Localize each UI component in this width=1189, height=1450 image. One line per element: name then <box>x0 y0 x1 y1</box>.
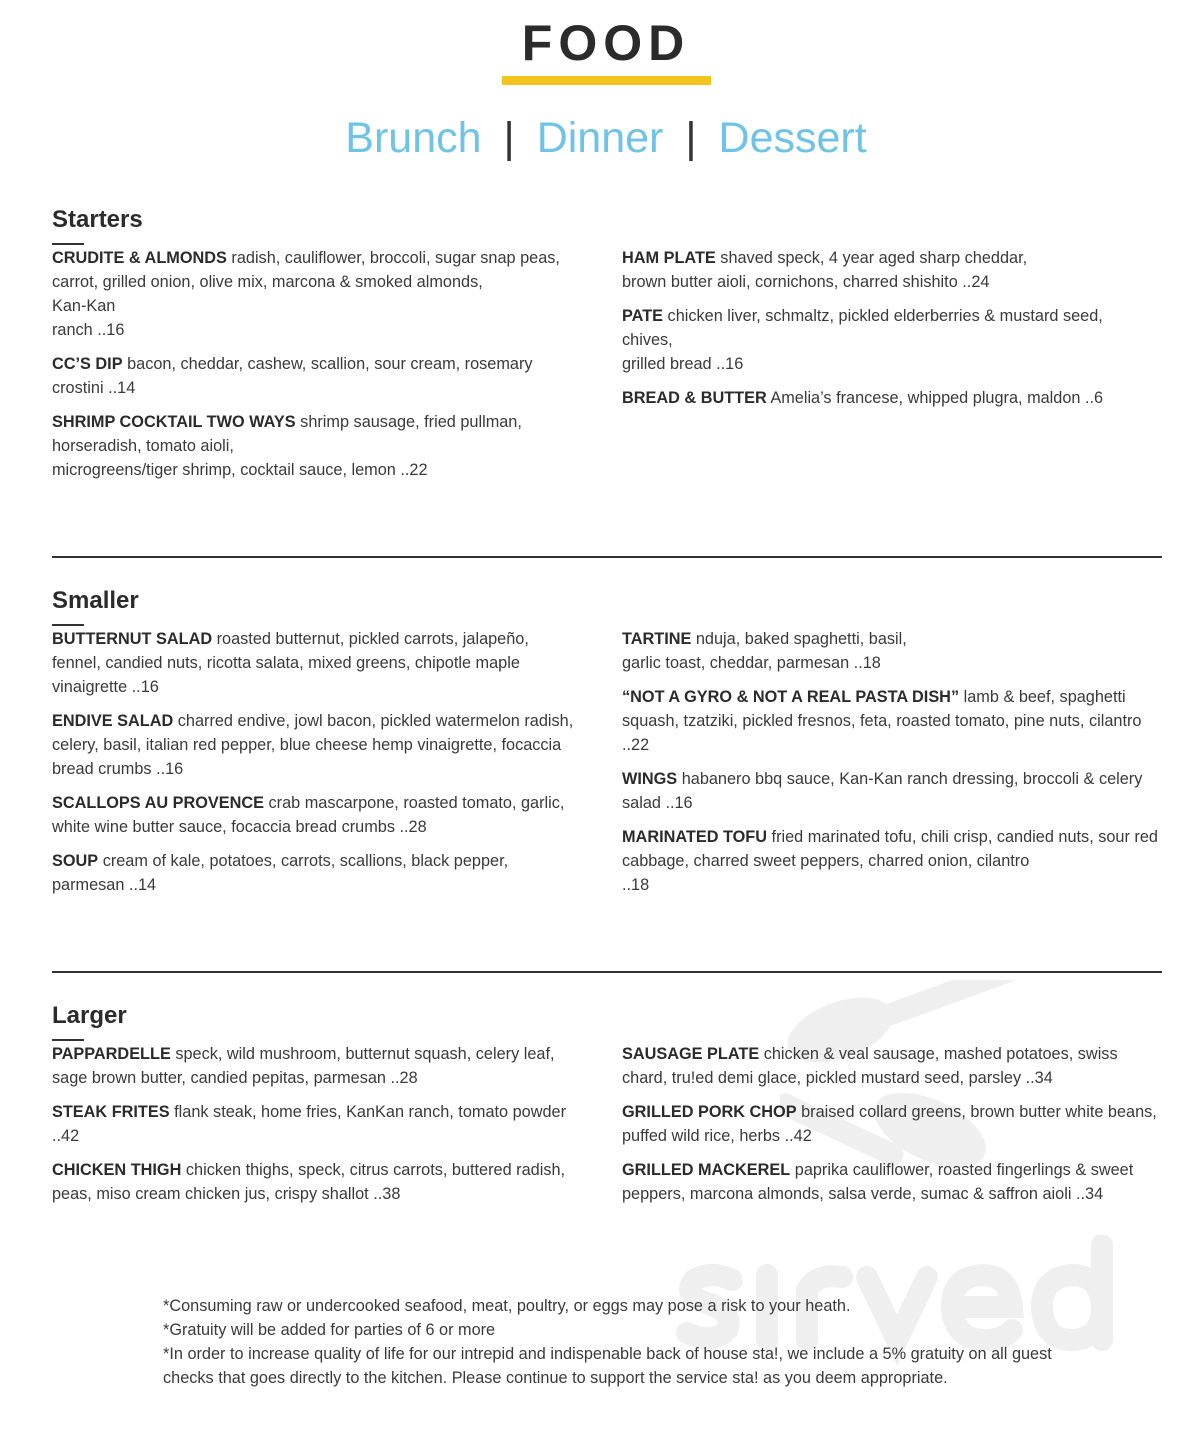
right-column <box>622 246 1167 420</box>
item-description: chicken thighs, speck, citrus carrots, buttered radish, peas, miso cream chicken jus, crispy shallot ..38 <box>52 1161 566 1203</box>
item-name: ENDIVE SALAD <box>52 712 174 730</box>
menu-item <box>52 410 582 482</box>
menu-item <box>52 246 582 342</box>
section-smaller <box>52 587 1162 894</box>
footer-notes <box>163 1294 1063 1390</box>
menu-item <box>622 1100 1167 1148</box>
item-description: radish, cauliflower, broccoli, sugar snap peas, carrot, grilled onion, olive mix, marcona & smoked almonds, Kan-Kan ranch ..16 <box>52 249 560 339</box>
page-title: FOOD <box>521 15 691 71</box>
nav-dessert-link[interactable]: Dessert <box>718 114 867 162</box>
item-description: shrimp sausage, fried pullman, horseradish, tomato aioli, microgreens/tiger shrimp, cocktail sauce, lemon ..22 <box>52 413 522 479</box>
item-name: PATE <box>622 307 664 325</box>
heading-underline <box>52 624 84 626</box>
heading-underline <box>52 1039 84 1041</box>
section-starters <box>52 206 1162 479</box>
item-name: PAPPARDELLE <box>52 1045 171 1063</box>
item-name: STEAK FRITES <box>52 1103 170 1121</box>
item-description: nduja, baked spaghetti, basil, garlic toast, cheddar, parmesan ..18 <box>622 630 907 672</box>
item-description: chicken & veal sausage, mashed potatoes, swiss chard, tru!ed demi glace, pickled mustard seed, parsley ..34 <box>622 1045 1118 1087</box>
menu-item <box>622 246 1167 294</box>
right-column <box>622 627 1167 907</box>
section-larger <box>52 1002 1162 1203</box>
nav-separator: | <box>685 114 697 162</box>
menu-item <box>52 791 582 839</box>
item-description: fried marinated tofu, chili crisp, candied nuts, sour red cabbage, charred sweet peppers, charred onion, cilantro ..18 <box>622 828 1158 894</box>
menu-item <box>52 849 582 897</box>
menu-item <box>622 1042 1167 1090</box>
title-underline <box>502 76 711 85</box>
item-description: cream of kale, potatoes, carrots, scallions, black pepper, parmesan ..14 <box>52 852 509 894</box>
menu-item <box>52 709 582 781</box>
heading-underline <box>52 243 84 245</box>
menu-item <box>622 767 1167 815</box>
item-description: Amelia’s francese, whipped plugra, maldon ..6 <box>770 389 1104 407</box>
right-column <box>622 1042 1167 1216</box>
item-description: roasted butternut, pickled carrots, jalapeño, fennel, candied nuts, ricotta salata, mixed greens, chipotle maple vinaigrette ..16 <box>52 630 529 696</box>
item-name: CC’S DIP <box>52 355 123 373</box>
section-divider <box>52 971 1162 973</box>
menu-nav <box>0 114 1189 163</box>
item-description: charred endive, jowl bacon, pickled watermelon radish, celery, basil, italian red pepper, blue cheese hemp vinaigrette, focaccia bread crumbs ..16 <box>52 712 574 778</box>
item-name: GRILLED MACKEREL <box>622 1161 791 1179</box>
item-name: TARTINE <box>622 630 692 648</box>
item-name: SHRIMP COCKTAIL TWO WAYS <box>52 413 296 431</box>
footer-note: *Consuming raw or undercooked seafood, meat, poultry, or eggs may pose a risk to your heath. <box>163 1297 851 1315</box>
footer-note: *In order to increase quality of life for our intrepid and indispenable back of house sta!, we include a 5% gratuity on all guest checks that goes directly to the kitchen. Please continue to support the service sta! as you deem appropriate. <box>163 1345 1052 1387</box>
item-name: MARINATED TOFU <box>622 828 768 846</box>
item-description: paprika cauliflower, roasted fingerlings & sweet peppers, marcona almonds, salsa verde, sumac & saffron aioli ..34 <box>622 1161 1134 1203</box>
menu-item <box>622 1158 1167 1206</box>
item-name: BREAD & BUTTER <box>622 389 767 407</box>
item-description: chicken liver, schmaltz, pickled elderberries & mustard seed, chives, grilled bread ..16 <box>622 307 1103 373</box>
section-heading: Smaller <box>52 587 139 614</box>
section-divider <box>52 556 1162 558</box>
menu-item <box>622 304 1167 376</box>
item-description: flank steak, home fries, KanKan ranch, tomato powder ..42 <box>52 1103 567 1145</box>
menu-item <box>622 825 1167 897</box>
item-name: SAUSAGE PLATE <box>622 1045 760 1063</box>
item-description: crab mascarpone, roasted tomato, garlic, white wine butter sauce, focaccia bread crumbs ..28 <box>52 794 565 836</box>
item-description: braised collard greens, brown butter white beans, puffed wild rice, herbs ..42 <box>622 1103 1157 1145</box>
item-description: shaved speck, 4 year aged sharp cheddar, brown butter aioli, cornichons, charred shishito ..24 <box>622 249 1028 291</box>
item-description: lamb & beef, spaghetti squash, tzatziki, pickled fresnos, feta, roasted tomato, pine nuts, cilantro ..22 <box>622 688 1142 754</box>
menu-item <box>622 627 1167 675</box>
nav-dinner-link[interactable]: Dinner <box>536 114 664 162</box>
item-name: CHICKEN THIGH <box>52 1161 182 1179</box>
item-name: BUTTERNUT SALAD <box>52 630 213 648</box>
item-name: CRUDITE & ALMONDS <box>52 249 227 267</box>
menu-item <box>52 352 582 400</box>
item-name: HAM PLATE <box>622 249 716 267</box>
item-name: GRILLED PORK CHOP <box>622 1103 797 1121</box>
item-name: “NOT A GYRO & NOT A REAL PASTA DISH” <box>622 688 960 706</box>
item-description: speck, wild mushroom, butternut squash, celery leaf, sage brown butter, candied pepitas, parmesan ..28 <box>52 1045 555 1087</box>
item-description: habanero bbq sauce, Kan-Kan ranch dressing, broccoli & celery salad ..16 <box>622 770 1143 812</box>
footer-note: *Gratuity will be added for parties of 6 or more <box>163 1321 496 1339</box>
left-column <box>52 1042 582 1216</box>
menu-item <box>52 1158 582 1206</box>
menu-item <box>52 1100 582 1148</box>
section-heading: Starters <box>52 206 143 233</box>
item-name: SOUP <box>52 852 99 870</box>
menu-item <box>622 685 1167 757</box>
menu-item <box>52 627 582 699</box>
nav-brunch-link[interactable]: Brunch <box>345 114 482 162</box>
menu-item <box>52 1042 582 1090</box>
item-name: SCALLOPS AU PROVENCE <box>52 794 264 812</box>
section-heading: Larger <box>52 1002 127 1029</box>
menu-item <box>622 386 1167 410</box>
nav-separator: | <box>503 114 515 162</box>
left-column <box>52 627 582 907</box>
item-name: WINGS <box>622 770 678 788</box>
item-description: bacon, cheddar, cashew, scallion, sour cream, rosemary crostini ..14 <box>52 355 533 397</box>
left-column <box>52 246 582 492</box>
